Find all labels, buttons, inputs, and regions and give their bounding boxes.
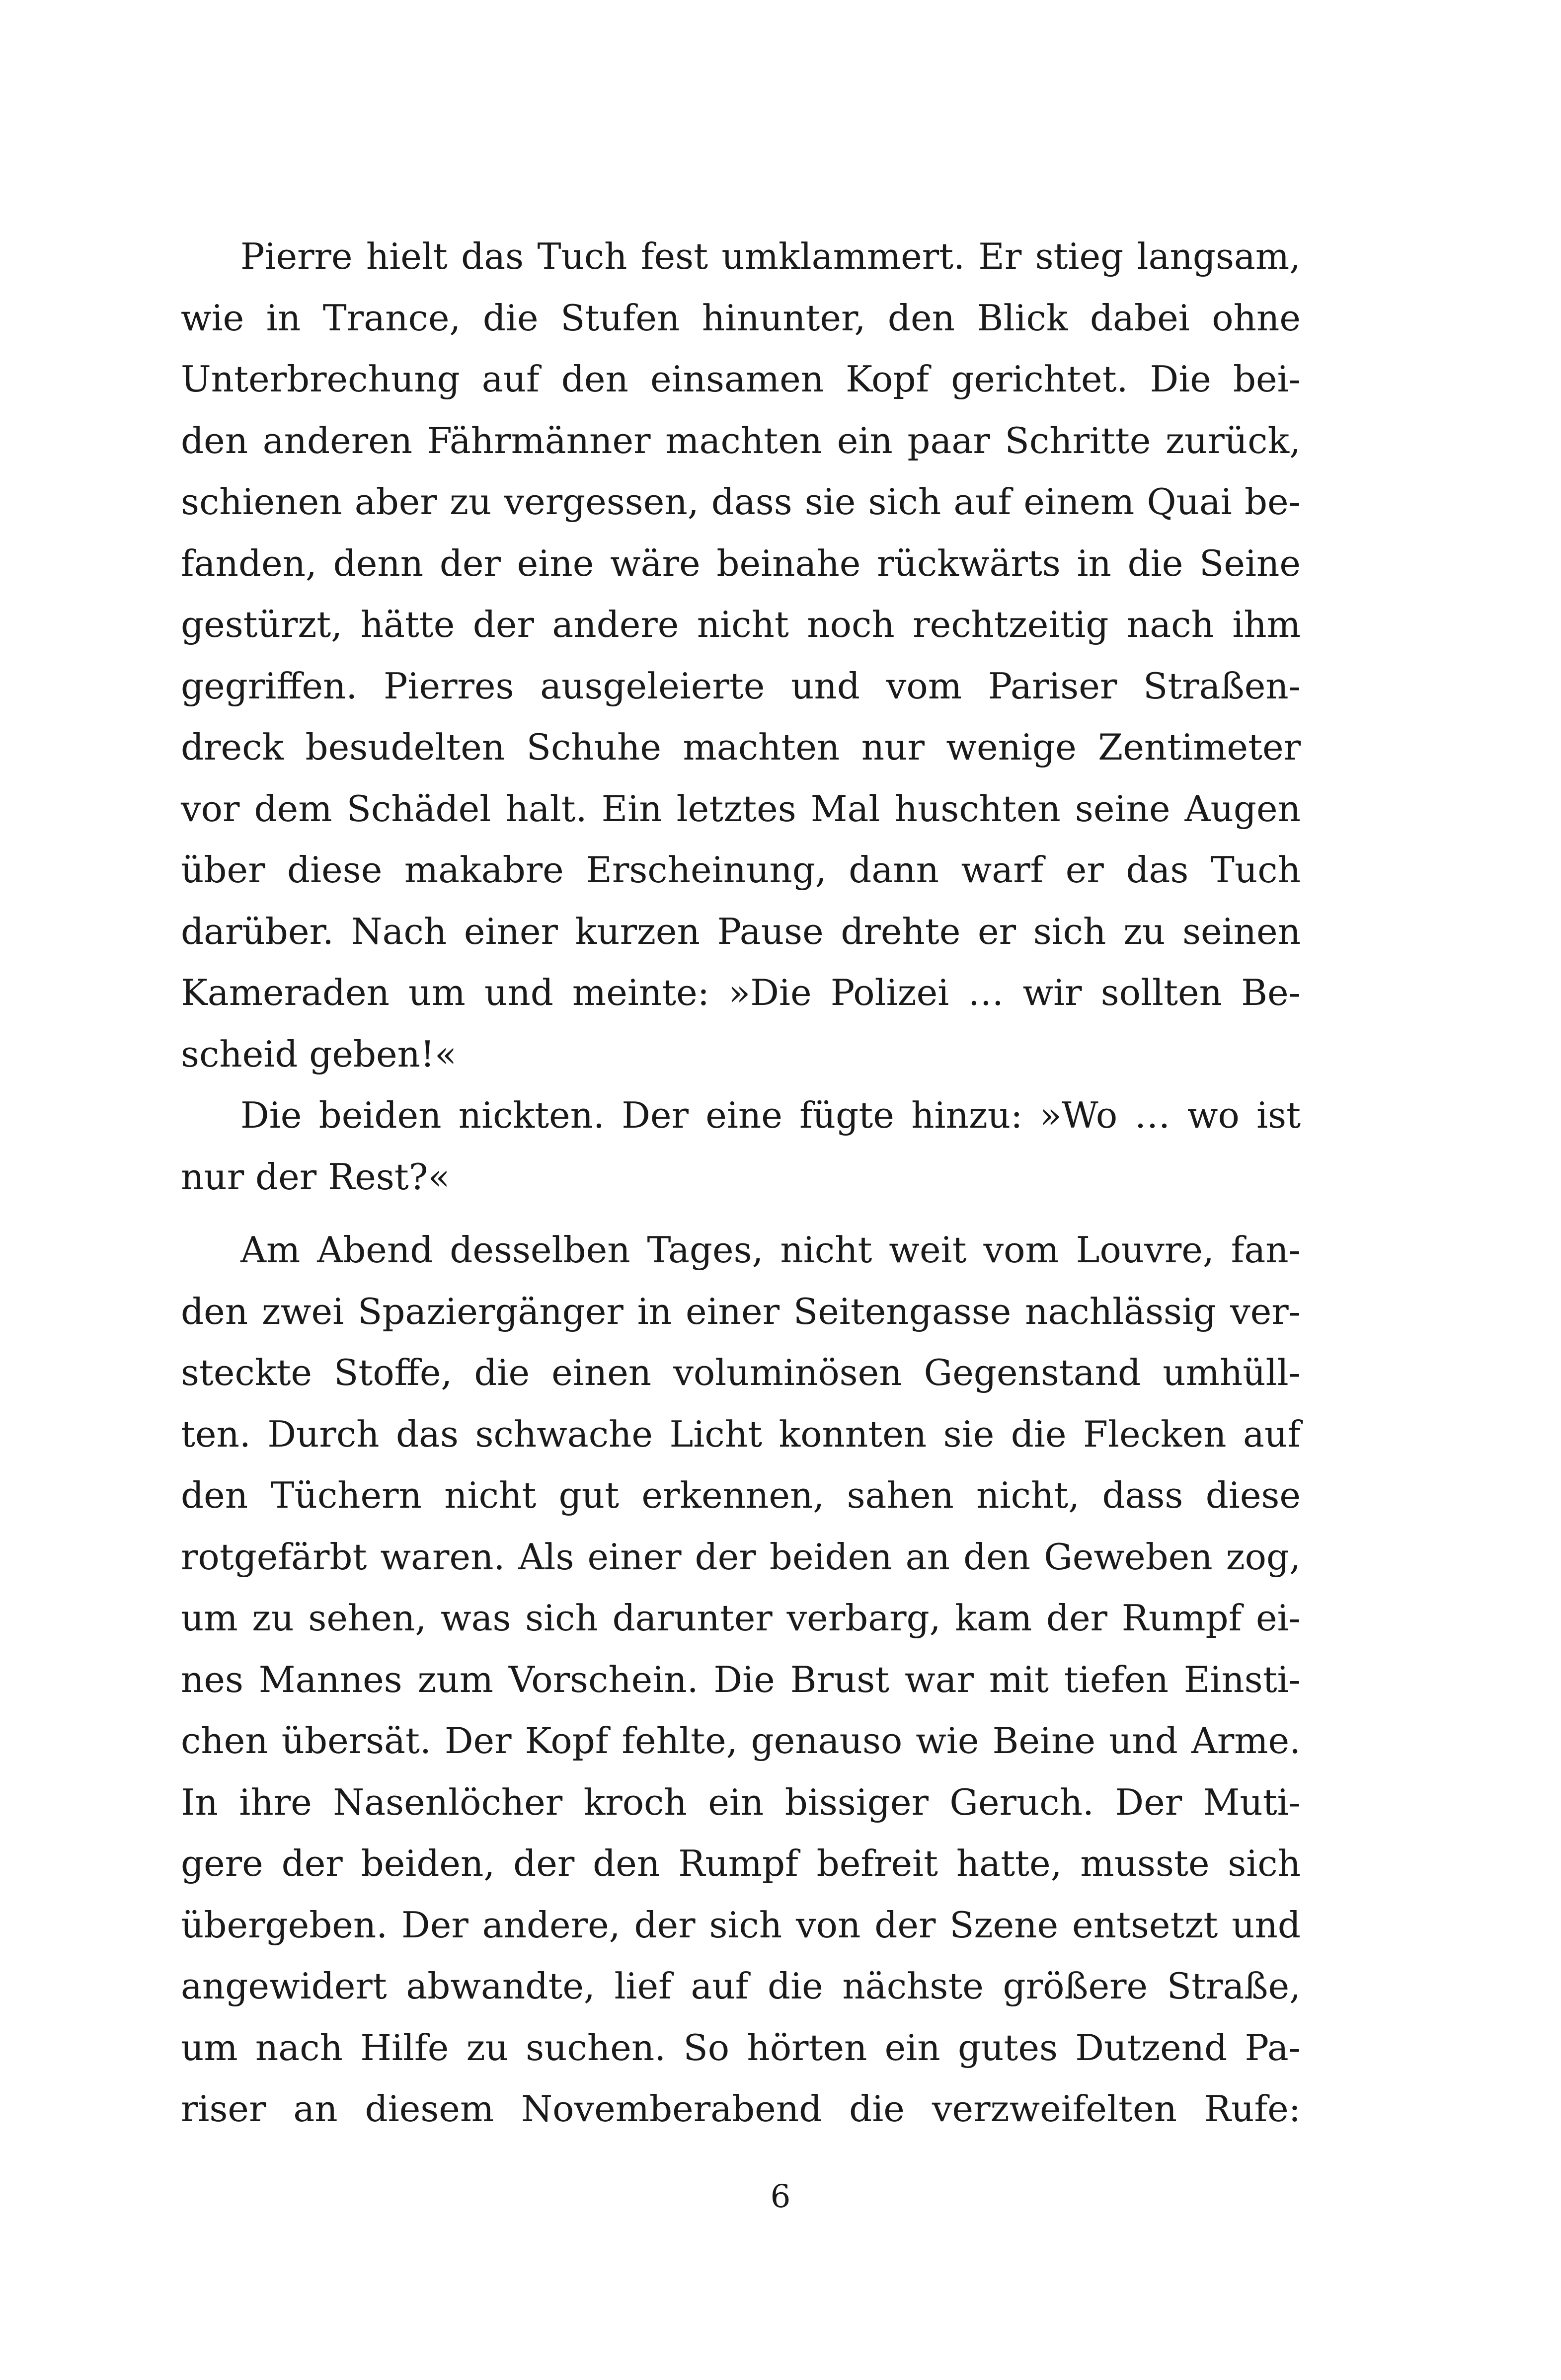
text-line: nes Mannes zum Vorschein. Die Brust war mit tiefen Einsti- <box>181 1658 1301 1700</box>
text-line: fanden, denn der eine wäre beinahe rückwärts in die Seine <box>181 542 1301 584</box>
text-line: Die beiden nickten. Der eine fügte hinzu: »Wo … wo ist <box>240 1094 1301 1136</box>
text-line: In ihre Nasenlöcher kroch ein bissiger Geruch. Der Muti- <box>181 1781 1301 1823</box>
text-line: übergeben. Der andere, der sich von der Szene entsetzt und <box>181 1904 1301 1946</box>
text-line: über diese makabre Erscheinung, dann warf er das Tuch <box>181 849 1301 891</box>
text-line: chen übersät. Der Kopf fehlte, genauso wie Beine und Arme. <box>181 1720 1301 1762</box>
text-line: darüber. Nach einer kurzen Pause drehte er sich zu seinen <box>181 910 1301 952</box>
text-line: nur der Rest?« <box>181 1155 450 1198</box>
text-line: Pierre hielt das Tuch fest umklammert. Er stieg langsam, <box>240 235 1301 277</box>
text-line: den zwei Spaziergänger in einer Seitengasse nachlässig ver- <box>181 1290 1301 1332</box>
text-line: Unterbrechung auf den einsamen Kopf gerichtet. Die bei- <box>181 358 1301 400</box>
text-line: dreck besudelten Schuhe machten nur wenige Zentimeter <box>181 726 1301 768</box>
text-line: um zu sehen, was sich darunter verbarg, kam der Rumpf ei- <box>181 1597 1301 1639</box>
text-line: gegriffen. Pierres ausgeleierte und vom Pariser Straßen- <box>181 665 1301 707</box>
text-line: angewidert abwandte, lief auf die nächste größere Straße, <box>181 1965 1301 2007</box>
text-line: Am Abend desselben Tages, nicht weit vom Louvre, fan- <box>240 1229 1301 1271</box>
text-section-2 <box>181 1220 1301 2140</box>
text-line: scheid geben!« <box>181 1033 457 1075</box>
page-number: 6 <box>770 2178 791 2215</box>
text-line: rotgefärbt waren. Als einer der beiden an den Geweben zog, <box>181 1535 1301 1578</box>
text-line: steckte Stoffe, die einen voluminösen Gegenstand umhüll- <box>181 1352 1301 1393</box>
text-section-1 <box>181 226 1301 1208</box>
text-line: gere der beiden, der den Rumpf befreit hatte, musste sich <box>181 1843 1301 1884</box>
text-line: vor dem Schädel halt. Ein letztes Mal huschten seine Augen <box>181 787 1301 830</box>
text-line: riser an diesem Novemberabend die verzweifelten Rufe: <box>181 2088 1301 2130</box>
text-line: wie in Trance, die Stufen hinunter, den Blick dabei ohne <box>181 297 1301 339</box>
text-line: gestürzt, hätte der andere nicht noch rechtzeitig nach ihm <box>181 604 1301 645</box>
text-line: ten. Durch das schwache Licht konnten sie die Flecken auf <box>181 1413 1301 1455</box>
text-line: den anderen Fährmänner machten ein paar Schritte zurück, <box>181 419 1301 461</box>
text-line: um nach Hilfe zu suchen. So hörten ein gutes Dutzend Pa- <box>181 2026 1301 2069</box>
text-line: schienen aber zu vergessen, dass sie sich auf einem Quai be- <box>181 481 1301 523</box>
text-line: Kameraden um und meinte: »Die Polizei … wir sollten Be- <box>181 972 1301 1013</box>
text-line: den Tüchern nicht gut erkennen, sahen nicht, dass diese <box>181 1474 1301 1516</box>
